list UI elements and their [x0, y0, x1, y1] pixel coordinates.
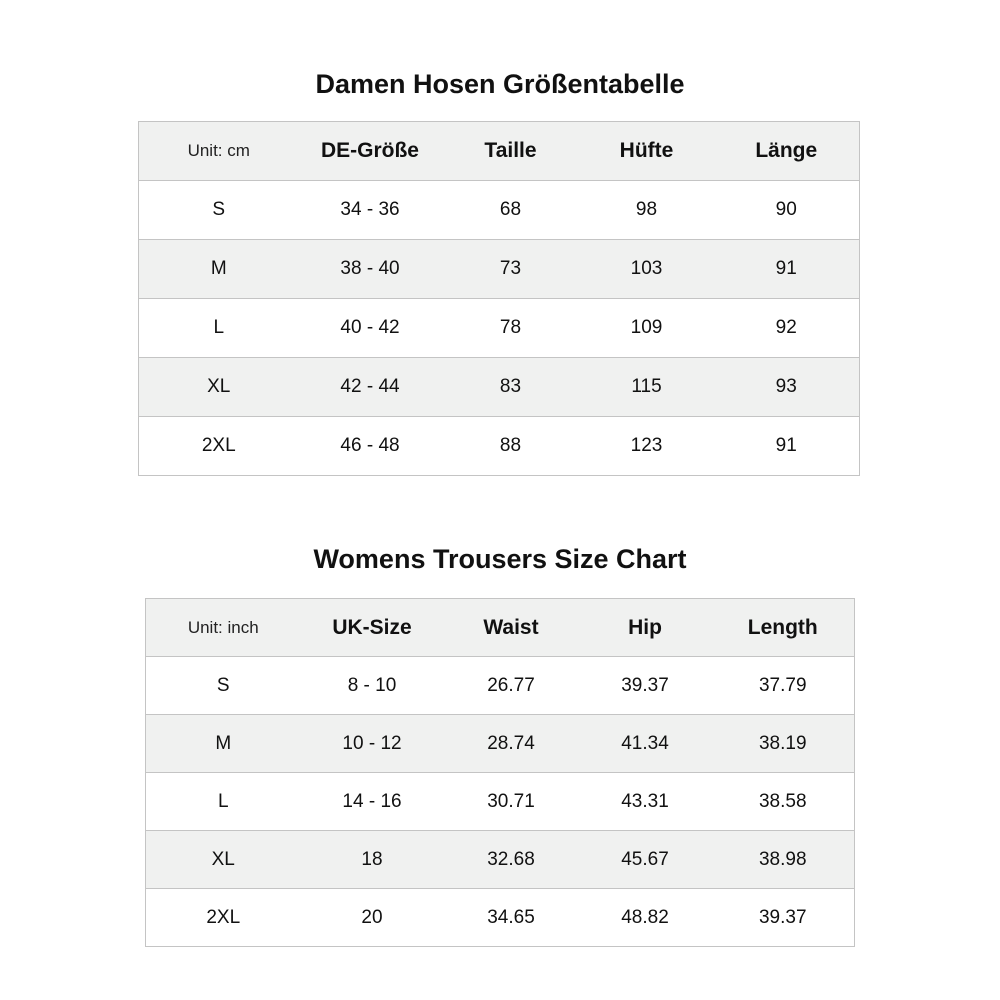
waist-cell: 32.68 — [444, 831, 579, 889]
table-row — [146, 657, 855, 715]
unit-label: Unit: inch — [146, 599, 301, 657]
length-cell: 39.37 — [712, 889, 855, 947]
table-row — [146, 773, 855, 831]
table-row — [146, 715, 855, 773]
size-value-cell: 38 - 40 — [299, 240, 442, 299]
column-header-hip: Hip — [579, 599, 712, 657]
size-value-cell: 8 - 10 — [301, 657, 444, 715]
hip-cell: 103 — [580, 240, 714, 299]
column-header-waist: Waist — [444, 599, 579, 657]
table-row — [139, 417, 860, 476]
waist-cell: 83 — [442, 358, 580, 417]
size-label-cell: S — [146, 657, 301, 715]
size-label-cell: L — [146, 773, 301, 831]
size-value-cell: 42 - 44 — [299, 358, 442, 417]
waist-cell: 28.74 — [444, 715, 579, 773]
hip-cell: 109 — [580, 299, 714, 358]
en-size-table — [145, 598, 855, 947]
waist-cell: 68 — [442, 181, 580, 240]
size-value-cell: 34 - 36 — [299, 181, 442, 240]
hip-cell: 39.37 — [579, 657, 712, 715]
size-label-cell: 2XL — [139, 417, 299, 476]
length-cell: 38.19 — [712, 715, 855, 773]
table-header-row — [146, 599, 855, 657]
length-cell: 91 — [714, 240, 860, 299]
table-row — [146, 889, 855, 947]
waist-cell: 88 — [442, 417, 580, 476]
table-row — [139, 358, 860, 417]
table-header-row — [139, 122, 860, 181]
size-value-cell: 10 - 12 — [301, 715, 444, 773]
table-row — [139, 240, 860, 299]
length-cell: 38.98 — [712, 831, 855, 889]
de-size-table — [138, 121, 860, 476]
size-label-cell: M — [139, 240, 299, 299]
size-value-cell: 18 — [301, 831, 444, 889]
length-cell: 93 — [714, 358, 860, 417]
table-row — [146, 831, 855, 889]
size-value-cell: 20 — [301, 889, 444, 947]
hip-cell: 123 — [580, 417, 714, 476]
size-label-cell: XL — [139, 358, 299, 417]
length-cell: 37.79 — [712, 657, 855, 715]
hip-cell: 115 — [580, 358, 714, 417]
waist-cell: 26.77 — [444, 657, 579, 715]
column-header-length: Length — [712, 599, 855, 657]
column-header-size: UK-Size — [301, 599, 444, 657]
waist-cell: 73 — [442, 240, 580, 299]
column-header-hip: Hüfte — [580, 122, 714, 181]
table-row — [139, 181, 860, 240]
en-size-chart-title: Womens Trousers Size Chart — [313, 544, 687, 574]
hip-cell: 43.31 — [579, 773, 712, 831]
column-header-size: DE-Größe — [299, 122, 442, 181]
length-cell: 38.58 — [712, 773, 855, 831]
table-row — [139, 299, 860, 358]
length-cell: 91 — [714, 417, 860, 476]
column-header-waist: Taille — [442, 122, 580, 181]
length-cell: 90 — [714, 181, 860, 240]
size-label-cell: XL — [146, 831, 301, 889]
waist-cell: 30.71 — [444, 773, 579, 831]
waist-cell: 78 — [442, 299, 580, 358]
hip-cell: 45.67 — [579, 831, 712, 889]
hip-cell: 48.82 — [579, 889, 712, 947]
length-cell: 92 — [714, 299, 860, 358]
size-label-cell: L — [139, 299, 299, 358]
size-value-cell: 14 - 16 — [301, 773, 444, 831]
column-header-length: Länge — [714, 122, 860, 181]
size-label-cell: S — [139, 181, 299, 240]
size-value-cell: 46 - 48 — [299, 417, 442, 476]
de-size-chart-title: Damen Hosen Größentabelle — [315, 69, 685, 99]
unit-label: Unit: cm — [139, 122, 299, 181]
hip-cell: 98 — [580, 181, 714, 240]
hip-cell: 41.34 — [579, 715, 712, 773]
size-label-cell: 2XL — [146, 889, 301, 947]
waist-cell: 34.65 — [444, 889, 579, 947]
size-label-cell: M — [146, 715, 301, 773]
size-value-cell: 40 - 42 — [299, 299, 442, 358]
